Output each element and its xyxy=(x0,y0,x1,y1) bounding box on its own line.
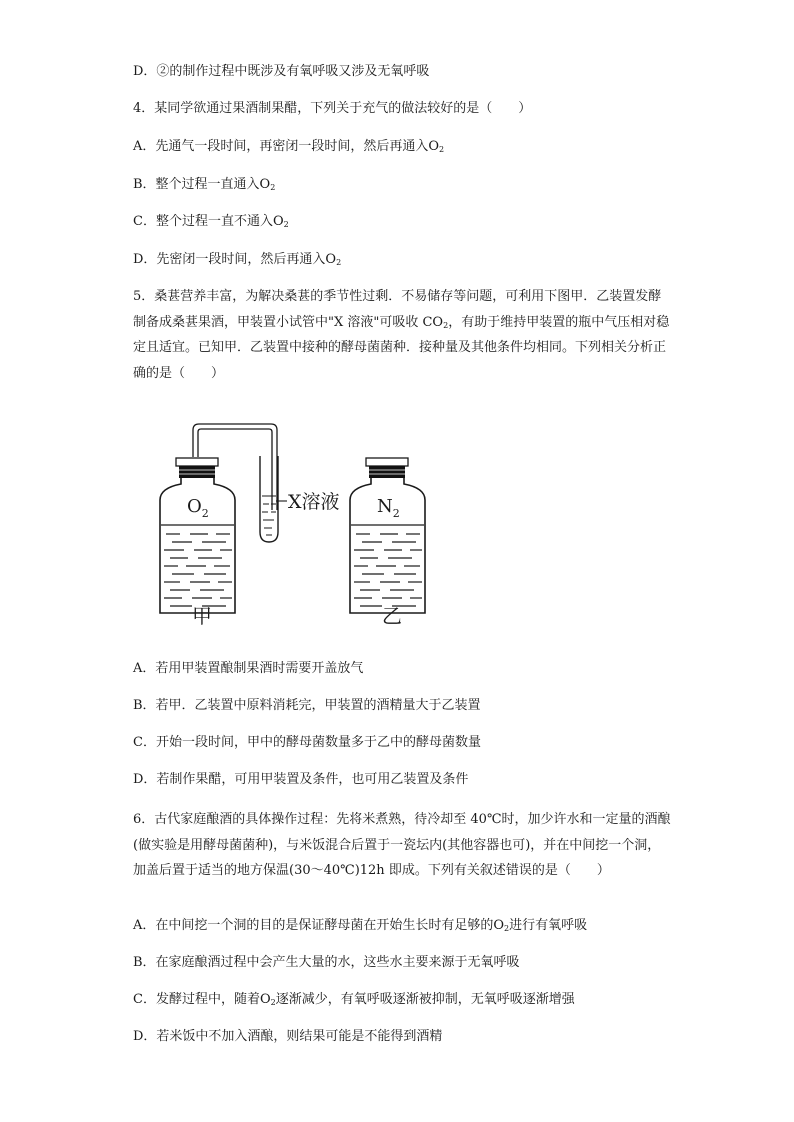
q4-option-b xyxy=(133,176,275,194)
q4-option-d xyxy=(133,251,341,269)
q6-option-b: B．在家庭酿酒过程中会产生大量的水，这些水主要来源于无氧呼吸 xyxy=(133,955,520,970)
q4-option-c-text: C．整个过程一直不通入O xyxy=(133,214,284,229)
q4-option-c xyxy=(133,213,289,231)
subscript: 2 xyxy=(283,220,289,229)
q5-stem-part2: ，有助于维持甲装置的瓶中气压相对稳定且适宜。已知甲．乙装置中接种的酵母菌菌种．接种量及其他条件均相同。下列相关分析正确的是（ ） xyxy=(133,314,670,381)
gas-label-yi: $N_2$ xyxy=(377,496,400,520)
q5-stem-part1: 5．桑葚营养丰富，为解决桑葚的季节性过剩．不易储存等问题，可利用下图甲．乙装置发酵制备成桑葚果酒，甲装置小试管中"X 溶液"可吸收 CO xyxy=(133,289,662,330)
cap-jia xyxy=(176,458,218,466)
test-tube xyxy=(260,456,340,542)
q6-stem: 6．古代家庭酿酒的具体操作过程：先将米煮熟，待冷却至 40℃时，加少许水和一定量的酒酿(做实验是用酵母菌菌种)，与米饭混合后置于一瓷坛内(其他容器也可)，并在中间挖一个洞，加盖后置于适当的地方保温(30～40℃)12h 即成。下列有关叙述错误的是（ ） xyxy=(133,812,671,878)
jar-yi xyxy=(350,458,425,613)
label-yi: 乙 xyxy=(382,604,402,628)
label-jia: 甲 xyxy=(192,604,212,628)
q6-option-c xyxy=(133,991,575,1009)
subscript: 2 xyxy=(270,183,276,192)
q5-stem xyxy=(133,284,673,386)
q5-option-a: A．若用甲装置酿制果酒时需要开盖放气 xyxy=(133,661,364,676)
subscript: 2 xyxy=(270,998,276,1007)
q4-option-a xyxy=(133,138,444,156)
cap-dark-jia xyxy=(179,466,215,478)
q5-option-b: B．若甲．乙装置中原料消耗完，甲装置的酒精量大于乙装置 xyxy=(133,698,481,713)
q4-option-a-text: A．先通气一段时间，再密闭一段时间，然后再通入O xyxy=(133,139,440,154)
cap-dark-yi xyxy=(369,466,405,478)
subscript: 2 xyxy=(443,320,449,330)
q4-stem: 4．某同学欲通过果酒制果醋，下列关于充气的做法较好的是（ ） xyxy=(133,101,532,116)
q6-option-c-part1: C．发酵过程中，随着O xyxy=(133,992,271,1007)
subscript: 2 xyxy=(439,145,445,154)
q5-option-c: C．开始一段时间，甲中的酵母菌数量多于乙中的酵母菌数量 xyxy=(133,735,481,750)
subscript: 2 xyxy=(336,258,342,267)
gas-label-jia: $O_2$ xyxy=(187,496,209,520)
fermentation-apparatus-figure xyxy=(150,410,450,635)
q6-option-a xyxy=(133,917,587,935)
q6-option-d: D．若米饭中不加入酒酿，则结果可能是不能得到酒精 xyxy=(133,1029,443,1044)
q4-option-b-text: B．整个过程一直通入O xyxy=(133,177,271,192)
cap-yi xyxy=(366,458,408,466)
x-solution-label: X溶液 xyxy=(288,491,340,513)
q3-option-d: D．②的制作过程中既涉及有氧呼吸又涉及无氧呼吸 xyxy=(133,64,430,79)
q5-option-d: D．若制作果醋，可用甲装置及条件，也可用乙装置及条件 xyxy=(133,772,469,787)
q6-option-c-part2: 逐渐减少，有氧呼吸逐渐被抑制，无氧呼吸逐渐增强 xyxy=(275,992,575,1007)
q4-option-d-text: D．先密闭一段时间，然后再通入O xyxy=(133,252,337,267)
q6-option-a-part1: A．在中间挖一个洞的目的是保证酵母菌在开始生长时有足够的O xyxy=(133,918,505,933)
q6-option-a-part2: 进行有氧呼吸 xyxy=(509,918,588,933)
subscript: 2 xyxy=(504,924,510,933)
